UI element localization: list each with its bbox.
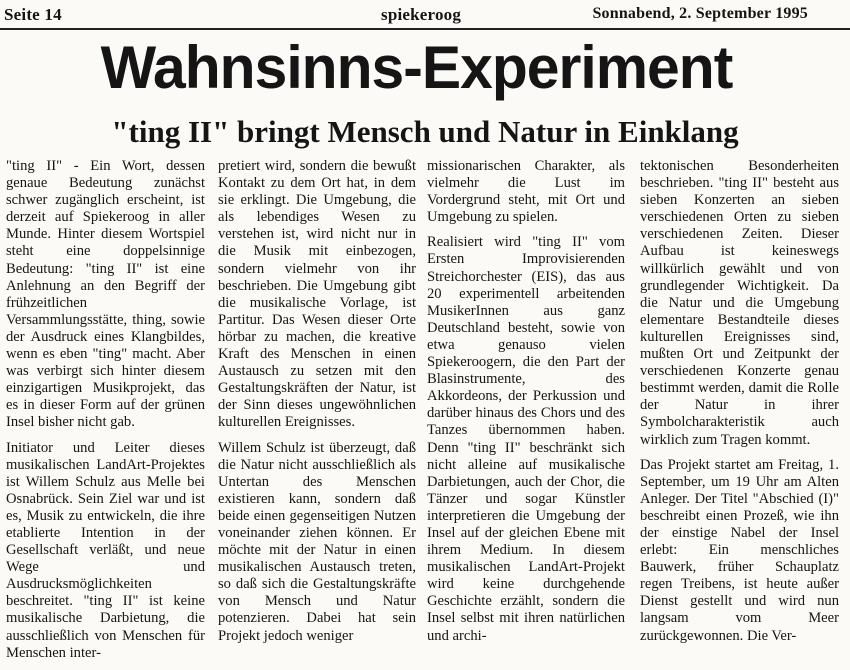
paragraph: "ting II" - Ein Wort, dessen genaue Bedeutung zunächst schwer zugänglich erscheint, ist derzeit auf Spiekeroog in aller Munde. Hinter diesem Wortspiel steht eine doppelsinnige Bedeutung: "ting II" ist eine Anlehnung an den Begriff der frühzeitlichen Versammlungsstätte, thing, sowie der Ausdruck eines Klangbildes, wenn es eben "ting" macht. Aber was verbirgt sich hinter diesem einzigartigen Musikprojekt, das es in dieser Form auf der grünen Insel bisher nicht gab.	[6, 158, 205, 431]
paragraph: Realisiert wird "ting II" vom Ersten Improvisierenden Streichorchester (EIS), das aus 20 experimentell arbeitenden MusikerInnen aus ganz Deutschland besteht, sowie von etwa genauso vielen Spiekeroogern, die den Part der Blasinstrumente, des Akkordeons, der Perkussion und darüber hinaus des Chors und des Tanzes übernommen haben. Denn "ting II" beschränkt sich nicht alleine auf musikalische Darbietungen, auch der Chor, die Tänzer und sogar Künstler interpretieren die Umgebung der Insel auf der gleichen Ebene mit ihrem Medium. In diesem musikalischen LandArt-Projekt wird keine durchgehende Geschichte erzählt, sondern die Insel selbst mit ihren natürlichen und archi-	[427, 234, 625, 644]
issue-date: Sonnabend, 2. September 1995	[592, 5, 808, 22]
paragraph: Initiator und Leiter dieses musikalischen LandArt-Projektes ist Willem Schulz aus Melle bei Osnabrück. Sein Ziel war und ist es, Musik zu entwickeln, die ihre etablierte Intention in der Gesellschaft verläßt, und neue Wege und Ausdrucksmöglichkeiten beschreitet. "ting II" ist keine musikalische Darbietung, die ausschließlich von Menschen für Menschen inter-	[6, 439, 205, 661]
article-headline: Wahnsinns-Experiment	[100, 34, 733, 101]
paragraph: Das Projekt startet am Freitag, 1. September, um 19 Uhr am Alten Anleger. Der Titel "Abschied (I)" beschreibt einen Prozeß, wie ihn der einstige Nabel der Insel erlebt: Ein menschliches Bauwerk, früher Schauplatz regen Treibens, ist heute außer Dienst gestellt und wird nun langsam vom Meer zurückgewonnen. Die Ver-	[640, 456, 839, 644]
article-subheadline: "ting II" bringt Mensch und Natur in Einklang	[111, 114, 739, 149]
article-column-2	[218, 158, 416, 653]
page-number: Seite 14	[4, 5, 62, 24]
paragraph: missionarischen Charakter, als vielmehr die Lust im Vordergrund steht, mit Ort und Umgebung zu spielen.	[427, 158, 625, 226]
header-rule	[0, 28, 850, 30]
page-header	[0, 0, 850, 30]
section-name: spiekeroog	[381, 5, 462, 24]
paragraph: Willem Schulz ist überzeugt, daß die Natur nicht ausschließlich als Untertan des Menschen existieren kann, sondern daß beide einen gegenseitigen Nutzen voneinander ziehen können. Er möchte mit der Natur in einen musikalischen Austausch treten, so daß sich die Gestaltungskräfte von Mensch und Natur potenzieren. Dabei hat sein Projekt jedoch weniger	[218, 439, 416, 644]
article-column-4	[640, 158, 839, 653]
article-column-3	[427, 158, 625, 653]
article-column-1	[6, 158, 205, 670]
paragraph: pretiert wird, sondern die bewußt Kontakt zu dem Ort hat, in dem sie erklingt. Die Umgebung, die als lebendiges Wesen zu verstehen ist, wird nicht nur in die Musik mit einbezogen, sondern vielmehr von ihr beschrieben. Die Umgebung gibt die musikalische Vorlage, ist Partitur. Das Wesen dieser Orte hörbar zu machen, die kreative Kraft des Menschen in einen Austausch zu setzen mit den Gestaltungskräften der Natur, ist der Sinn dieses ungewöhnlichen kulturellen Ereignisses.	[218, 158, 416, 431]
paragraph: tektonischen Besonderheiten beschrieben. "ting II" besteht aus sieben Konzerten an sieben verschiedenen Orten zu sieben verschiedenen Zeiten. Dieser Aufbau ist keineswegs willkürlich gewählt und von grundlegender Wichtigkeit. Da die Natur und die Umgebung elementare Bestandteile dieses kulturellen Ereignisses sind, mußten Ort und Zeitpunkt der verschiedenen Konzerte genau bestimmt werden, damit die Rolle der Natur in ihrer Symbolcharakteristik auch wirklich zum Tragen kommt.	[640, 158, 839, 448]
